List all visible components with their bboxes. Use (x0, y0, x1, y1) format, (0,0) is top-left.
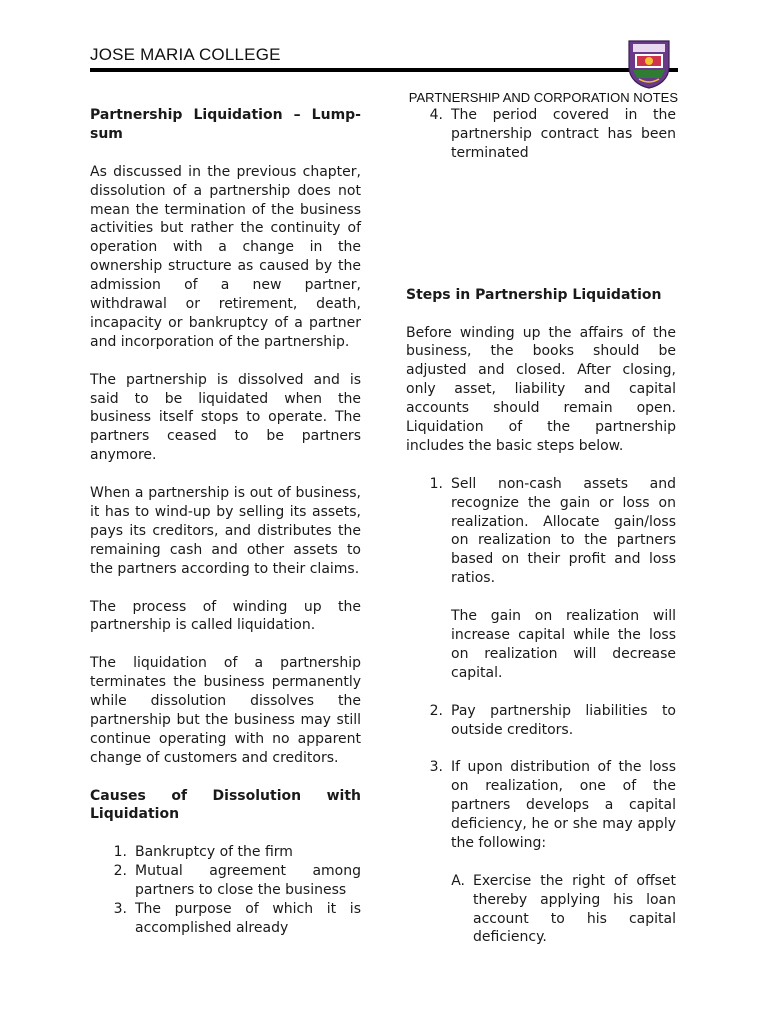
left-column (90, 106, 361, 938)
steps-intro: Before winding up the affairs of the business, the books should be adjusted and closed. After closing, only asset, liability and capital accounts should remain open. Liquidation of the partnership includes the basic steps below. (406, 324, 676, 454)
paragraph-4: The process of winding up the partnership is called liquidation. (90, 598, 361, 634)
list-text: If upon distribution of the loss on realization, one of the partners develops a capital deficiency, he or she may apply the following: (451, 759, 676, 851)
list-number: 3. (113, 900, 127, 917)
section-title: Partnership Liquidation – Lump-sum (90, 107, 361, 142)
list-text (451, 475, 676, 683)
list-number: 3. (429, 759, 443, 776)
paragraph-3: When a partnership is out of business, it has to wind-up by selling its assets, pays its creditors, and distributes the remaining cash and other assets to the partners according to their claims. (90, 485, 361, 577)
list-item (406, 758, 676, 853)
list-text: Bankruptcy of the firm (135, 844, 293, 861)
paragraph-2: The partnership is dissolved and is said to be liquidated when the business itself stops to operate. The partners ceased to be partners anymore. (90, 371, 361, 464)
list-number: 4. (429, 107, 443, 123)
list-number: 2. (113, 863, 127, 880)
list-item (406, 475, 676, 683)
list-item (90, 862, 361, 900)
list-number: 1. (429, 475, 443, 492)
list-number: 2. (429, 702, 443, 719)
step-text: Sell non-cash assets and recognize the gain or loss on realization. Allocate gain/loss on realization to the partners based on their profit and loss ratios. (451, 475, 676, 587)
list-text: Pay partnership liabilities to outside creditors. (451, 702, 676, 738)
steps-heading: Steps in Partnership Liquidation (406, 286, 662, 303)
list-number: 1. (113, 844, 127, 861)
causes-heading: Causes of Dissolution with Liquidation (90, 787, 361, 823)
list-item (406, 702, 676, 740)
list-text: The period covered in the partnership contract has been terminated (451, 107, 676, 161)
step-note: The gain on realization will increase capital while the loss on realization will decrease capital. (451, 608, 676, 681)
college-name: JOSE MARIA COLLEGE (90, 45, 281, 64)
paragraph-5: The liquidation of a partnership terminates the business permanently while dissolution dissolves the partnership but the business may still continue operating with no apparent change of customers and creditors. (90, 655, 361, 766)
header-rule (90, 68, 678, 72)
list-item (406, 106, 676, 163)
right-column (406, 106, 676, 947)
list-item (90, 900, 361, 938)
list-text: Mutual agreement among partners to close the business (135, 863, 361, 899)
document-subtitle: PARTNERSHIP AND CORPORATION NOTES (408, 90, 678, 105)
list-text: The purpose of which it is accomplished already (135, 900, 361, 936)
list-text: Exercise the right of offset thereby applying his loan account to his capital deficiency. (473, 872, 676, 946)
paragraph-1: As discussed in the previous chapter, dissolution of a partnership does not mean the termination of the business activities but rather the continuity of operation with a change in the ownership structure as caused by the admission of a new partner, withdrawal or retirement, death, incapacity or bankruptcy of a partner and incorporation of the partnership. (90, 163, 361, 350)
college-seal-logo (625, 39, 673, 89)
sub-list-item (406, 872, 676, 948)
list-item (90, 843, 361, 862)
list-letter: A. (451, 872, 465, 889)
